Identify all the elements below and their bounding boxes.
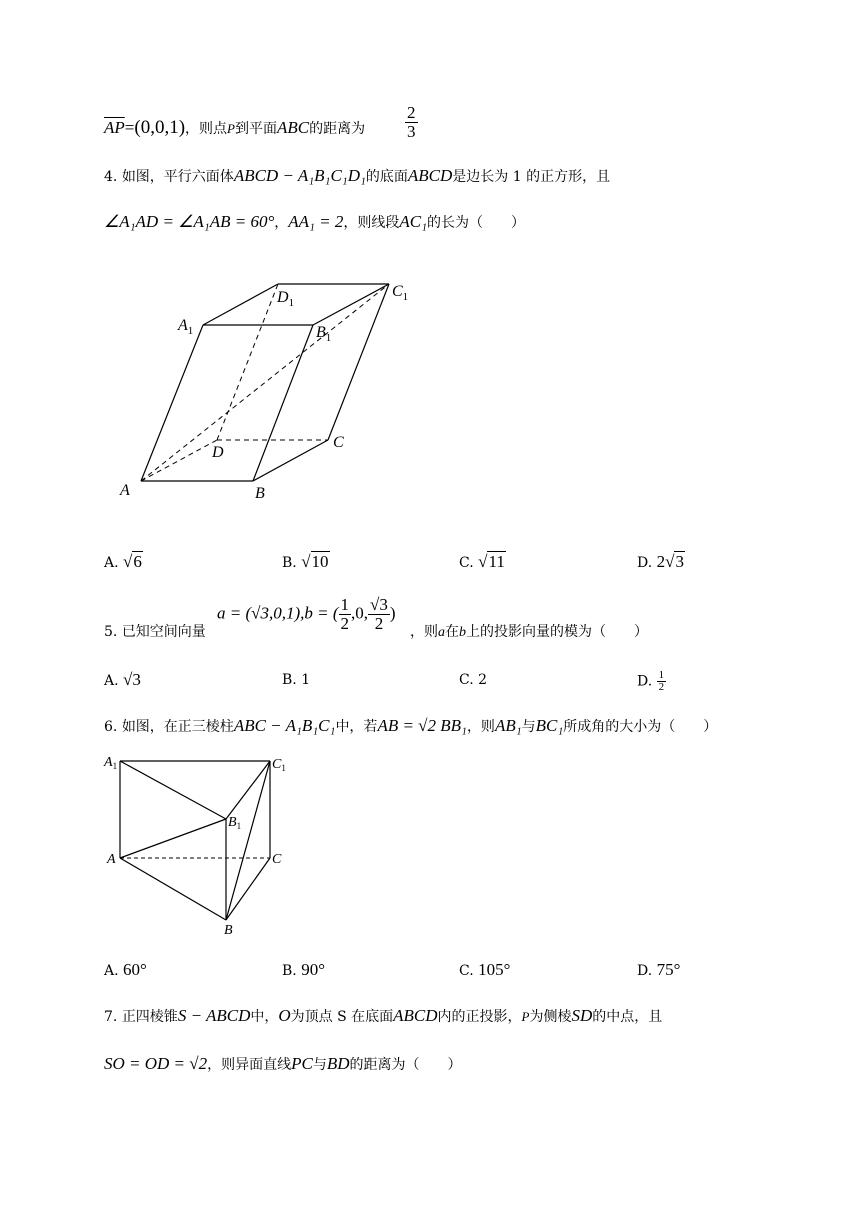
- label-b1: $B_1$: [228, 815, 242, 831]
- option-value: √3: [123, 670, 141, 689]
- text: 内的正投影，: [437, 1009, 522, 1025]
- plane-abc: ABC: [276, 118, 310, 137]
- point-p: P: [227, 121, 235, 136]
- edge-b1c1: [226, 761, 270, 819]
- q5-line-tail: [410, 622, 648, 643]
- vector-a: a = (√3,0,1),: [217, 603, 305, 623]
- text: 到平面: [234, 121, 277, 137]
- label-b: B: [224, 923, 233, 938]
- text: 中，若: [335, 719, 378, 735]
- q7-line1: [104, 1006, 662, 1027]
- option-label: C.: [459, 672, 474, 688]
- text: 的距离为: [309, 121, 366, 137]
- text: 是边长为 1 的正方形，且: [452, 169, 611, 185]
- option-value: 1: [301, 672, 311, 688]
- text: ，则线段: [343, 215, 400, 231]
- text: 正四棱锥: [121, 1009, 178, 1025]
- coefficient: 2: [656, 552, 666, 571]
- q4-option-a[interactable]: [104, 552, 143, 573]
- option-label: C.: [459, 555, 474, 571]
- line-bd: BD: [326, 1054, 350, 1073]
- point-o: O: [278, 1006, 291, 1025]
- text: 为侧棱: [529, 1009, 572, 1025]
- q4-parallelepiped-figure: [110, 270, 410, 510]
- label-b: B: [255, 485, 265, 502]
- edge-sd: SD: [571, 1006, 593, 1025]
- text: ，则点: [185, 121, 228, 137]
- radicand: 10: [311, 552, 329, 571]
- separator: ,0,: [351, 603, 369, 623]
- q6-option-c[interactable]: [459, 960, 510, 981]
- label-d: D: [212, 444, 224, 461]
- fraction-half: [339, 596, 352, 633]
- numerator: 1: [340, 595, 350, 614]
- equals: =: [124, 118, 135, 137]
- q4-option-d[interactable]: [637, 552, 685, 573]
- segment-ab1: [120, 819, 226, 858]
- base-name: ABCD: [393, 1006, 438, 1025]
- numerator: √3: [370, 595, 388, 614]
- q5-option-c[interactable]: [459, 670, 487, 690]
- option-label: A.: [104, 963, 119, 979]
- option-label: B.: [282, 672, 297, 688]
- text: 的底面: [365, 169, 408, 185]
- q6-option-d[interactable]: [637, 960, 680, 981]
- solid-name: ABC − A₁B₁C₁: [233, 716, 336, 735]
- edge-bc: [253, 440, 328, 481]
- vector-b-symbol: b: [459, 625, 466, 640]
- label-c: C: [272, 852, 282, 867]
- text: 的中点，且: [592, 1009, 663, 1025]
- q4-line1: [104, 166, 610, 187]
- vector-ap: $\overline{AP}$: [104, 118, 125, 137]
- edge-a1b1: [120, 761, 226, 819]
- text: 如图，在正三棱柱: [121, 719, 234, 735]
- base-name: ABCD: [407, 166, 453, 185]
- edge-dd1-hidden: [217, 284, 278, 440]
- solid-name: S − ABCD: [177, 1006, 251, 1025]
- edge-aa1: [141, 325, 203, 481]
- q6-prism-figure: [100, 748, 300, 938]
- q5-option-b[interactable]: [282, 670, 310, 690]
- q5-vectors: [217, 596, 396, 633]
- q4-line2: [104, 212, 525, 233]
- option-value: √11: [478, 552, 505, 571]
- edge-ad-hidden: [141, 440, 217, 481]
- option-label: A.: [104, 555, 119, 571]
- radicand: 6: [133, 552, 142, 571]
- edge-ab: [120, 858, 226, 920]
- segment-ab1: AB₁: [494, 716, 522, 735]
- numerator: 1: [658, 669, 665, 681]
- text: 上的投影向量的模为（ ）: [466, 624, 648, 640]
- text: ，: [274, 215, 289, 231]
- option-label: D.: [637, 963, 653, 979]
- q6-line: [104, 716, 717, 737]
- segment-bc1: [226, 761, 270, 920]
- text: 如图，平行六面体: [121, 169, 234, 185]
- option-value: 75°: [656, 960, 681, 979]
- option-value: 2: [478, 672, 488, 688]
- option-value: 2√3: [656, 552, 684, 571]
- label-d1: $D_1$: [277, 289, 295, 309]
- vector-a-symbol: a: [438, 625, 445, 640]
- ap-value: (0,0,1): [134, 117, 186, 138]
- text: 中，: [250, 1009, 279, 1025]
- vector-b-close: ): [389, 603, 396, 623]
- option-label: D.: [637, 555, 653, 571]
- q5-line: [104, 622, 206, 642]
- option-value: √10: [301, 552, 329, 571]
- q4-option-c[interactable]: [459, 552, 506, 573]
- question-number: 5.: [104, 624, 118, 640]
- edge-cc1: [328, 284, 389, 440]
- denominator: 2: [340, 614, 350, 633]
- label-a: A: [107, 852, 116, 867]
- length-condition: AA₁ = 2: [288, 212, 344, 231]
- angle-condition: ∠A₁AD = ∠A₁AB = 60°: [104, 212, 275, 231]
- edge-bb1: [253, 325, 313, 481]
- q5-option-d[interactable]: [637, 670, 666, 693]
- condition: SO = OD = √2: [104, 1054, 208, 1073]
- option-label: D.: [637, 673, 653, 690]
- q6-option-a[interactable]: [104, 960, 147, 981]
- option-value: 105°: [478, 960, 511, 979]
- option-value: [657, 670, 667, 693]
- q4-option-b[interactable]: [282, 552, 330, 573]
- question-number: 4.: [104, 169, 118, 185]
- text: 所成角的大小为（ ）: [563, 719, 718, 735]
- text: 与: [312, 1057, 327, 1073]
- segment-bc1: BC₁: [535, 716, 564, 735]
- condition: AB = √2 BB₁: [377, 716, 467, 735]
- label-b1: $B_1$: [316, 324, 332, 344]
- label-c1: $C_1$: [272, 757, 286, 773]
- q6-option-b[interactable]: [282, 960, 325, 981]
- q5-option-a[interactable]: [104, 670, 141, 691]
- text: 的长为（ ）: [427, 215, 526, 231]
- numerator: 2: [407, 103, 416, 122]
- edge-a1d1: [203, 284, 278, 325]
- label-a1: $A_1$: [178, 317, 194, 337]
- radicand: 3: [675, 552, 684, 571]
- text: 的距离为（ ）: [349, 1057, 462, 1073]
- label-c: C: [333, 434, 344, 451]
- line-pc: PC: [291, 1054, 313, 1073]
- option-value: 60°: [123, 960, 147, 979]
- denominator: 3: [407, 122, 416, 141]
- solid-name: ABCD − A₁B₁C₁D₁: [233, 166, 366, 185]
- label-a: A: [120, 482, 130, 499]
- text: ，则异面直线: [207, 1057, 292, 1073]
- text: 在: [445, 624, 459, 640]
- vector-b-open: b = (: [304, 603, 339, 623]
- edge-bc: [226, 858, 270, 920]
- q7-line2: [104, 1054, 462, 1075]
- q3-tail: [104, 118, 365, 139]
- point-p: P: [521, 1009, 530, 1024]
- q3-answer-fraction: [405, 104, 418, 141]
- text: 已知空间向量: [121, 624, 206, 640]
- denominator: 2: [658, 681, 665, 693]
- option-label: C.: [459, 963, 474, 979]
- option-value: 90°: [301, 960, 326, 979]
- denominator: 2: [374, 614, 384, 633]
- label-c1: $C_1$: [392, 283, 409, 303]
- label-a1: $A_1$: [104, 755, 118, 771]
- option-label: B.: [282, 555, 297, 571]
- segment-name: AC₁: [399, 212, 428, 231]
- option-label: A.: [104, 673, 119, 689]
- edge-b1c1: [313, 284, 389, 325]
- option-value: √6: [123, 552, 142, 571]
- question-number: 6.: [104, 719, 118, 735]
- radicand: 11: [488, 552, 505, 571]
- fraction-root3-half: [368, 596, 390, 633]
- text: ，则: [466, 719, 495, 735]
- text: 为顶点 S 在底面: [290, 1009, 394, 1025]
- option-label: B.: [282, 963, 297, 979]
- question-number: 7.: [104, 1009, 118, 1025]
- text: ，则: [410, 624, 438, 640]
- text: 与: [521, 719, 536, 735]
